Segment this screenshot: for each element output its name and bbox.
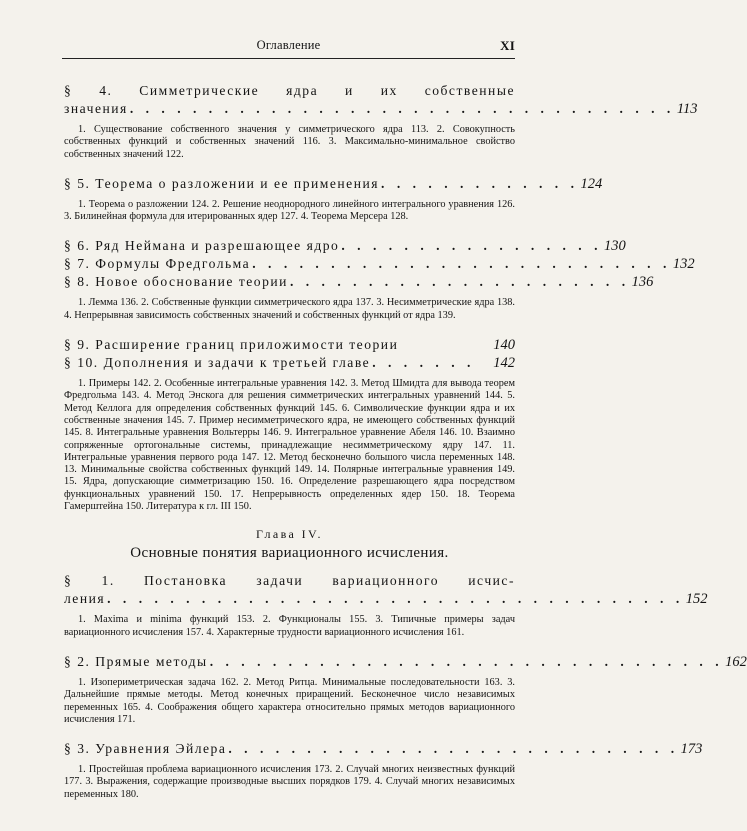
running-head-title: Оглавление [256, 38, 321, 52]
subsection-list: 1. Примеры 142. 2. Особенные интегральные уравнения 142. 3. Метод Шмидта для вывода теорем Фредгольма 143. 4. Метод Энскога для решения симметрических интегральных уравнений 144. 5. Метод Келлога для определения собственных функций 145. 6. Символические функции ядра и их собственные значения 145. 7. Пример несимметрического ядра, не имеющего собственных функций 145. 8. Интегральные уравнения Вольтерры 146. 9. Интегральное уравнение Абеля 146. 10. Взаимно сопряженные ортогональные системы, принадлежащие несимметрическому ядру 147. 11. Интегральные уравнения первого рода 147. 12. Метод бесконечно большого числа переменных 148. 13. Минимальные свойства собственных функций 149. 14. Полярные интегральные уравнения 149. 15. Ядра, допускающие симметризацию 150. 16. Определение разрешающего ядра посредством функциональных уравнений 150. 17. Непрерывность определенных ядер 150. 18. Теорема Гамерштейна 150. Литература к гл. III 150. [64, 378, 515, 513]
section-heading: § 10. Дополнения и задачи к третьей главе [64, 355, 371, 371]
section-page-number: 136 [631, 274, 654, 291]
section-heading: § 9. Расширение границ приложимости теории [64, 337, 399, 353]
section-page-number: 162 [725, 653, 747, 670]
section-heading-continued [64, 100, 698, 118]
dot-leader: . . . . . . . . . . . . . . . . . . . . . . . . . . . . . . . . . [209, 653, 724, 669]
table-of-contents [64, 72, 747, 801]
section-page-number: 142 [493, 355, 515, 372]
section-page-number: 130 [604, 238, 626, 255]
subsection-list: 1. Изопериметрическая задача 162. 2. Метод Ритца. Минимальные последовательности 163. 3. Дальнейшие прямые методы. Метод конечных приращений. Бесконечное число независимых переменных 165. 4. Соображения общего характера относительно прямых методов вариационного исчисления 171. [64, 676, 515, 725]
section-heading-continued [64, 590, 708, 608]
toc-entry-ch3-s9 [64, 336, 515, 354]
subsection-list: 1. Теорема о разложении 124. 2. Решение неоднородного линейного интегрального уравнения 126. 3. Билинейная формула для итерированных ядер 127. 4. Теорема Мерсера 128. [64, 198, 515, 223]
section-page-number: 124 [580, 175, 603, 192]
section-heading-tail: ления [64, 591, 106, 607]
toc-entry-ch4-s1 [64, 572, 708, 608]
subsection-list: 1. Лемма 136. 2. Собственные функции симметрического ядра 137. 3. Несимметрические ядра 138. 4. Непрерывная зависимость собственных значений и собственных функций от ядра 139. [64, 297, 515, 321]
section-heading: § 5. Теорема о разложении и ее применения [64, 175, 380, 191]
subsection-list: 1. Простейшая проблема вариационного исчисления 173. 2. Случай многих неизвестных функций 177. 3. Выражения, содержащие производные высших порядков 179. 4. Случай многих независимых переменных 180. [64, 764, 515, 800]
toc-entry-ch3-s5 [64, 175, 603, 193]
section-heading: § 1. Постановка задачи вариационного исчис- [64, 573, 515, 589]
toc-entry-ch3-s6 [64, 237, 626, 255]
toc-entry-ch3-s4 [64, 82, 698, 118]
dot-leader: . . . . . . . . . . . . . . . . . . . . . . [289, 274, 630, 290]
section-page-number: 152 [685, 591, 708, 608]
chapter-label: Глава IV. [256, 527, 323, 542]
dot-leader: . . . . . . . . . . . . . . . . . . . . . . . . . . . . . . . . . . . . . [107, 591, 684, 607]
section-heading: § 3. Уравнения Эйлера [64, 741, 227, 757]
toc-entry-ch3-s7 [64, 255, 695, 273]
dot-leader: . . . . . . . . . . . . . . . . . [341, 238, 602, 254]
section-page-number: 132 [672, 256, 695, 273]
dot-leader: . . . . . . . . . . . . . [381, 175, 579, 191]
dot-leader: . . . . . . . [372, 355, 475, 371]
section-heading: § 4. Симметрические ядра и их собственные [64, 83, 515, 98]
section-heading: § 6. Ряд Неймана и разрешающее ядро [64, 238, 340, 254]
section-page-number: 113 [676, 101, 698, 117]
section-heading-tail: значения [64, 101, 128, 116]
section-page-number: 173 [680, 741, 703, 758]
section-heading: § 2. Прямые методы [64, 653, 208, 669]
chapter-title: Основные понятия вариационного исчисления. [130, 545, 449, 562]
dot-leader: . . . . . . . . . . . . . . . . . . . . . . . . . . . . . [228, 741, 679, 757]
dot-leader: . . . . . . . . . . . . . . . . . . . . . . . . . . . . . . . . . . . [129, 101, 675, 116]
section-heading: § 7. Формулы Фредгольма [64, 256, 251, 272]
toc-entry-ch4-s3 [64, 740, 703, 758]
toc-entry-ch3-s8 [64, 273, 654, 291]
subsection-list: 1. Существование собственного значения у симметрического ядра 113. 2. Совокупность собственных функций и собственных значений 116. 3. Максимально-минимальное свойство собственных значений 122. [64, 124, 515, 160]
toc-entry-ch4-s2 [64, 653, 747, 671]
header-rule [62, 58, 515, 59]
page-number: XI [500, 38, 515, 53]
section-heading: § 8. Новое обоснование теории [64, 274, 288, 290]
subsection-list: 1. Maxima и minima функций 153. 2. Функционалы 155. 3. Типичные примеры задач вариационного исчисления 157. 4. Характерные трудности вариационного исчисления 161. [64, 614, 515, 638]
section-page-number: 140 [493, 337, 515, 354]
toc-entry-ch3-s10 [64, 354, 515, 372]
dot-leader: . . . . . . . . . . . . . . . . . . . . . . . . . . . [252, 256, 671, 272]
